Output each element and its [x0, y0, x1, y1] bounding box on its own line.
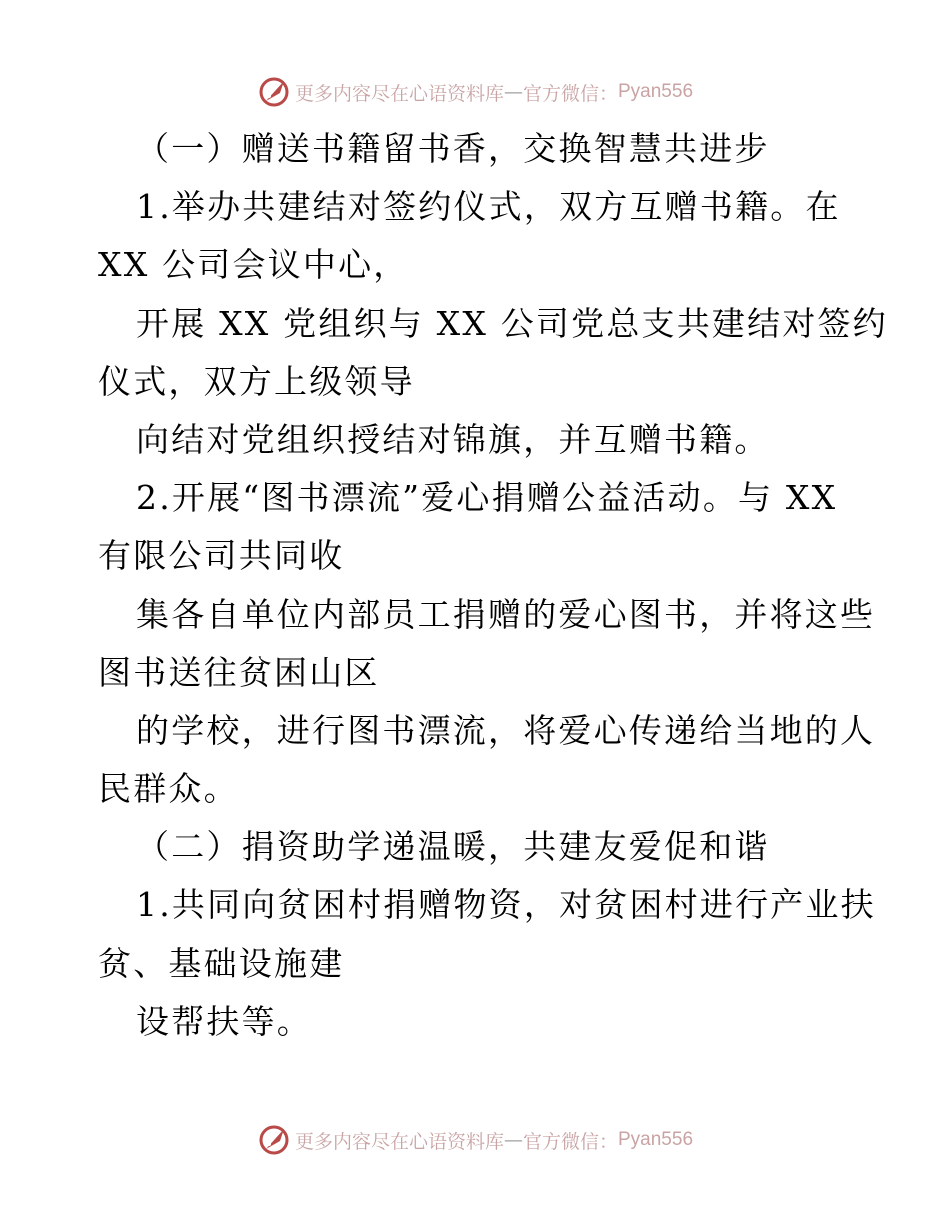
header-watermark — [0, 72, 950, 112]
paragraph-line: 2.开展“图书漂流”爱心捐赠公益活动。与 XX — [136, 478, 838, 518]
quill-logo-icon — [257, 75, 291, 109]
paragraph-line: 设帮扶等。 — [136, 1001, 312, 1041]
watermark-wechat-id: Pyan556 — [618, 81, 694, 102]
paragraph-line: 开展 XX 党组织与 XX 公司党总支共建结对签约 — [136, 303, 888, 343]
paragraph-line: 1.共同向贫困村捐赠物资，对贫困村进行产业扶 — [136, 885, 876, 925]
watermark-brand: 更多内容尽在心语资料库 — [294, 1130, 504, 1153]
paragraph-line: 集各自单位内部员工捐赠的爱心图书，并将这些 — [136, 594, 876, 634]
quill-logo-icon — [257, 1123, 291, 1157]
paragraph-line: 图书送往贫困山区 — [98, 652, 380, 692]
paragraph-line: 民群众。 — [98, 769, 239, 809]
paragraph-line: 的学校，进行图书漂流，将爱心传递给当地的人 — [136, 710, 876, 750]
watermark-wechat-label: 官方微信： — [522, 1130, 618, 1153]
paragraph-line: 贫、基础设施建 — [98, 943, 345, 983]
watermark-wechat-label: 官方微信： — [522, 82, 618, 105]
footer-watermark — [0, 1120, 950, 1160]
paragraph-line: 1.举办共建结对签约仪式，双方互赠书籍。在 — [136, 187, 841, 227]
watermark-separator: — — [503, 81, 523, 103]
watermark-wechat-id: Pyan556 — [618, 1129, 694, 1150]
paragraph-line: XX 公司会议中心， — [98, 245, 409, 285]
paragraph-line: 仪式，双方上级领导 — [98, 361, 415, 401]
watermark-brand: 更多内容尽在心语资料库 — [294, 82, 504, 105]
paragraph-line: 向结对党组织授结对锦旗，并互赠书籍。 — [136, 419, 770, 459]
section-heading-1: （一）赠送书籍留书香，交换智慧共进步 — [136, 129, 770, 168]
watermark-separator: — — [503, 1129, 523, 1151]
paragraph-line: 有限公司共同收 — [98, 536, 345, 576]
document-body — [98, 120, 888, 1051]
section-heading-2: （二）捐资助学递温暖，共建友爱促和谐 — [136, 827, 770, 867]
